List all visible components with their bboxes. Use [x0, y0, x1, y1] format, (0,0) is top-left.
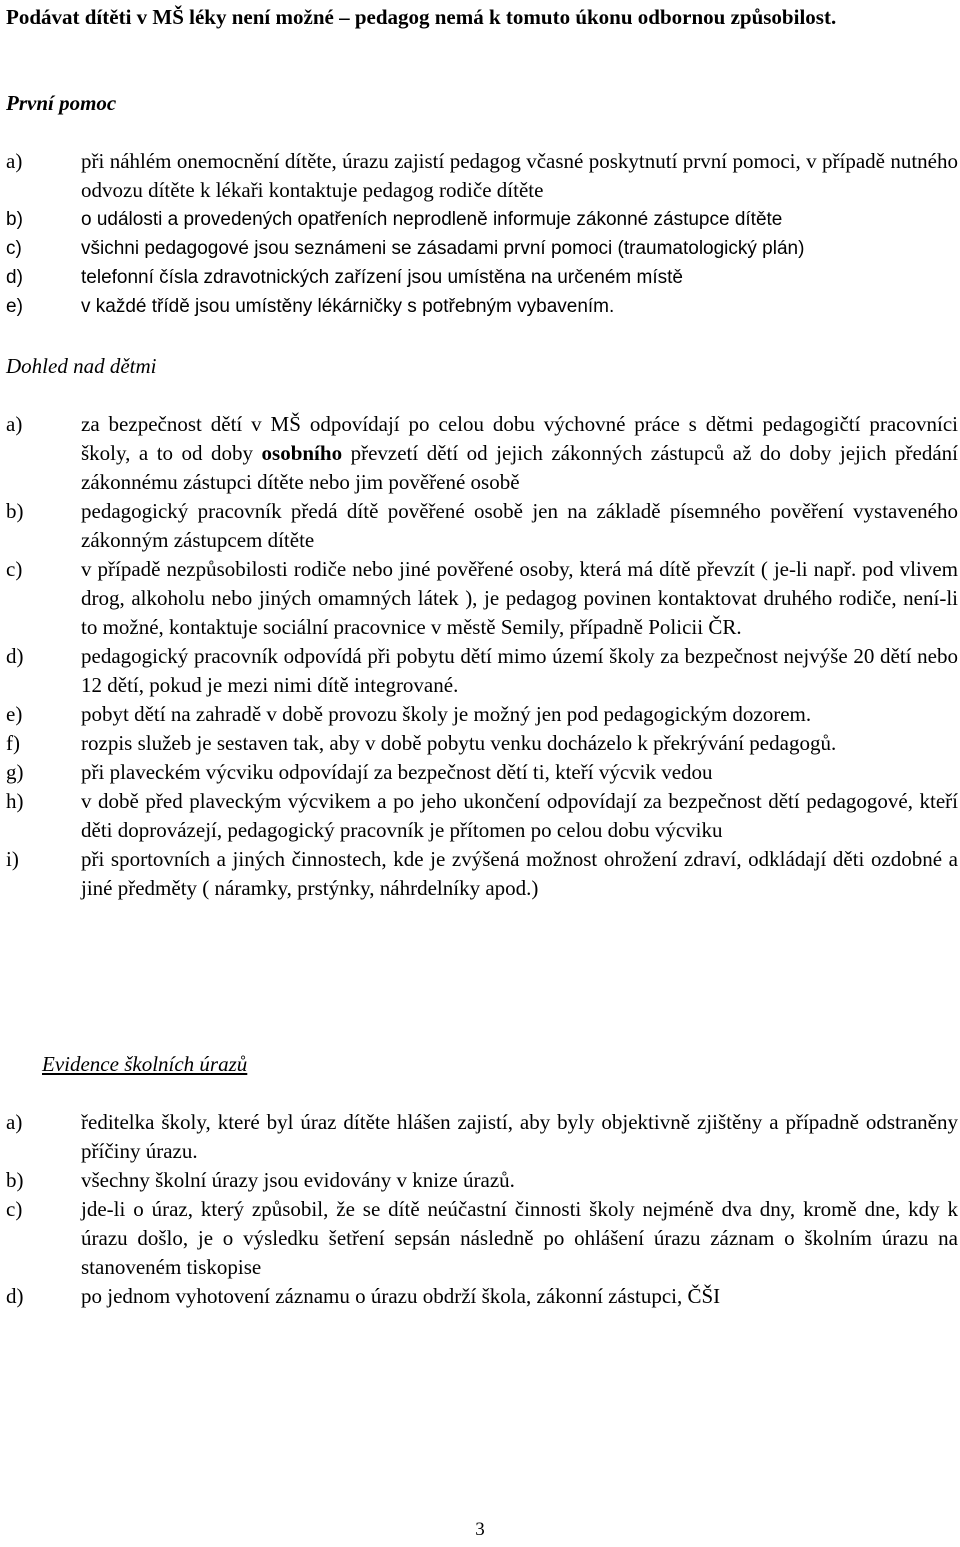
list-item: [6, 787, 958, 845]
list-item-text: rozpis služeb je sestaven tak, aby v době pobytu venku docházelo k překrývání pedagogů.: [81, 731, 837, 755]
list-item-text: o události a provedených opatřeních neprodleně informuje zákonné zástupce dítěte: [81, 209, 783, 230]
list-marker: c): [6, 238, 22, 259]
list-item: [6, 1166, 958, 1195]
supervision-list: [6, 410, 958, 903]
list-item-text: při plaveckém výcviku odpovídají za bezpečnost dětí ti, kteří výcvik vedou: [81, 760, 713, 784]
list-item: [6, 1108, 958, 1166]
list-marker: b): [6, 209, 23, 230]
list-item: [6, 410, 958, 497]
list-marker: f): [6, 731, 20, 755]
list-item-text: všechny školní úrazy jsou evidovány v knize úrazů.: [81, 1168, 515, 1192]
list-item-text: ředitelka školy, které byl úraz dítěte hlášen zajistí, aby byly objektivně zjištěny a případně odstraněny příčiny úrazu.: [81, 1110, 958, 1163]
list-item: [6, 758, 958, 787]
list-item-text: v době před plaveckým výcvikem a po jeho ukončení odpovídají za bezpečnost dětí pedagogové, kteří děti doprovázejí, pedagogický pracovník je přítomen po celou dobu výcviku: [81, 789, 958, 842]
list-item: [6, 1282, 958, 1311]
list-item-text: převzetí dětí od jejich zákonných zástupců až do doby jejich předání zákonnému zástupci dítěte nebo jim pověřené osobě: [81, 441, 958, 494]
list-item-text: pedagogický pracovník odpovídá při pobytu dětí mimo území školy za bezpečnost nejvýše 20 dětí nebo 12 dětí, pokud je mezi nimi dítě integrované.: [81, 644, 958, 697]
list-marker: b): [6, 499, 24, 523]
list-item: [6, 497, 958, 555]
list-item: [6, 147, 958, 205]
list-marker: a): [6, 412, 23, 436]
list-marker: e): [6, 702, 23, 726]
list-marker: g): [6, 760, 24, 784]
list-item-text: v případě nezpůsobilosti rodiče nebo jiné pověřené osoby, která má dítě převzít ( je-li např. pod vlivem drog, alkoholu nebo jiných omamných látek ), je pedagog povinen kontaktovat druhého rodiče, není-li to možné, kontaktuje sociální pracovnice v městě Semily, případně Policii ČR.: [81, 557, 958, 639]
list-item-text: jde-li o úraz, který způsobil, že se dítě neúčastní činnosti školy nejméně dva dny, kromě dne, kdy k úrazu došlo, je o výsledku šetření sepsán následně po ohlášení úrazu záznam o školním úrazu na stanoveném tiskopise: [81, 1197, 958, 1279]
list-marker: d): [6, 644, 24, 668]
heading-supervision: Dohled nad dětmi: [6, 354, 157, 378]
list-item: [6, 845, 958, 903]
list-item-text: pobyt dětí na zahradě v době provozu školy je možný jen pod pedagogickým dozorem.: [81, 702, 812, 726]
list-item: [6, 292, 958, 321]
list-marker: a): [6, 149, 23, 173]
list-item-text: po jednom vyhotovení záznamu o úrazu obdrží škola, zákonní zástupci, ČŠI: [81, 1284, 721, 1308]
list-marker: d): [6, 1284, 24, 1308]
list-item: [6, 700, 958, 729]
list-item-text: v každé třídě jsou umístěny lékárničky s potřebným vybavením.: [81, 296, 615, 317]
page-number: 3: [475, 1519, 485, 1540]
list-item: [6, 263, 958, 292]
list-item: [6, 729, 958, 758]
list-marker: d): [6, 267, 23, 288]
list-item-text: za bezpečnost dětí v MŠ odpovídají po celou dobu výchovné práce s dětmi pedagogičtí pracovníci školy, a to od doby: [81, 412, 958, 465]
list-item: [6, 205, 958, 234]
list-marker: b): [6, 1168, 24, 1192]
first-aid-list: [6, 147, 958, 321]
list-item-text: při sportovních a jiných činnostech, kde je zvýšená možnost ohrožení zdraví, odkládají děti ozdobné a jiné předměty ( náramky, prstýnky, náhrdelníky apod.): [81, 847, 958, 900]
list-marker: e): [6, 296, 23, 317]
list-item-text: telefonní čísla zdravotnických zařízení jsou umístěna na určeném místě: [81, 267, 683, 288]
list-item: [6, 1195, 958, 1282]
intro-paragraph: Podávat dítěti v MŠ léky není možné – pedagog nemá k tomuto úkonu odbornou způsobilost.: [6, 5, 837, 29]
emphasis-text: osobního: [261, 441, 343, 465]
list-marker: c): [6, 1197, 23, 1221]
injury-records-list: [6, 1108, 958, 1311]
list-item-text: pedagogický pracovník předá dítě pověřené osobě jen na základě písemného pověření vystaveného zákonným zástupcem dítěte: [81, 499, 958, 552]
heading-injury-records: Evidence školních úrazů: [42, 1052, 248, 1076]
list-item: [6, 642, 958, 700]
list-item-text: všichni pedagogové jsou seznámeni se zásadami první pomoci (traumatologický plán): [81, 238, 805, 259]
list-marker: i): [6, 847, 19, 871]
list-item: [6, 555, 958, 642]
list-marker: a): [6, 1110, 23, 1134]
list-item-text: při náhlém onemocnění dítěte, úrazu zajistí pedagog včasné poskytnutí první pomoci, v případě nutného odvozu dítěte k lékaři kontaktuje pedagog rodiče dítěte: [81, 149, 958, 202]
heading-first-aid: První pomoc: [6, 91, 117, 115]
list-marker: h): [6, 789, 24, 813]
list-marker: c): [6, 557, 23, 581]
list-item: [6, 234, 958, 263]
